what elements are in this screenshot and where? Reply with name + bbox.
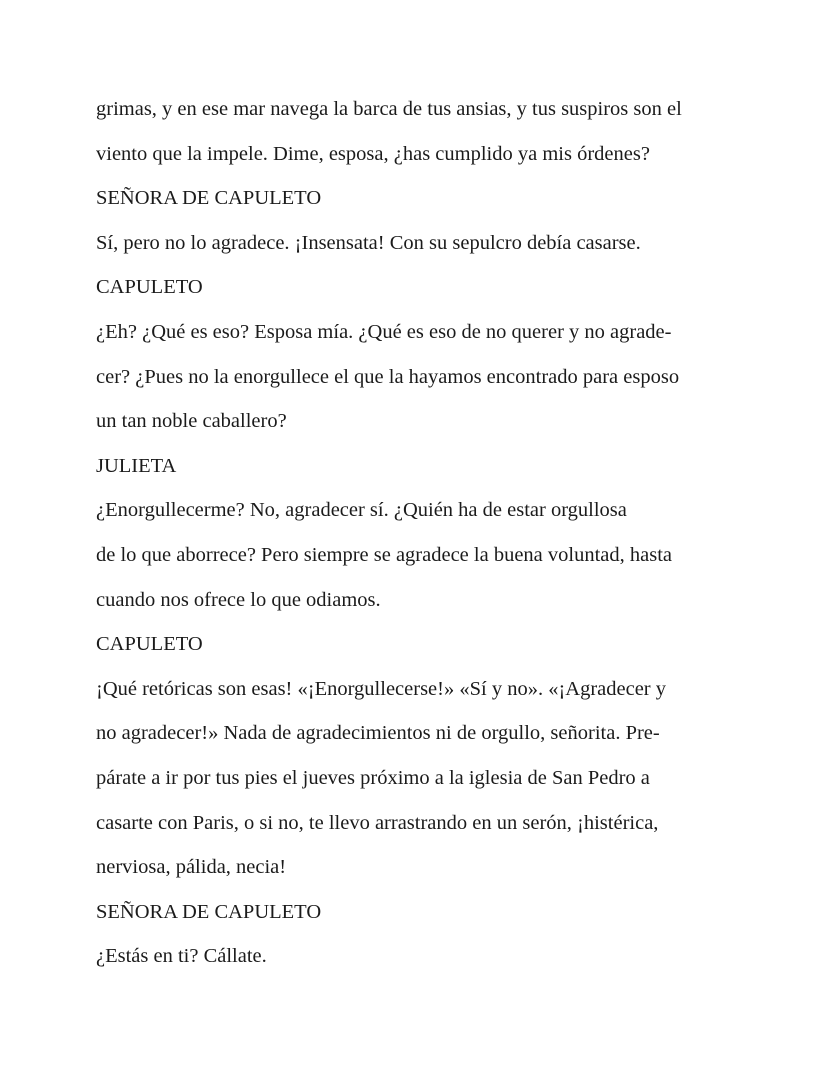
dialogue-line: no agradecer!» Nada de agradecimientos ni de orgullo, señorita. Pre- bbox=[96, 722, 660, 745]
speaker-heading: CAPULETO bbox=[96, 276, 203, 299]
dialogue-line: párate a ir por tus pies el jueves próximo a la iglesia de San Pedro a bbox=[96, 766, 650, 789]
dialogue-line: cer? ¿Pues no la enorgullece el que la hayamos encontrado para esposo bbox=[96, 365, 680, 388]
speaker-heading: CAPULETO bbox=[96, 633, 203, 656]
dialogue-line: de lo que aborrece? Pero siempre se agradece la buena voluntad, hasta bbox=[96, 543, 673, 566]
dialogue-line: viento que la impele. Dime, esposa, ¿has cumplido ya mis órdenes? bbox=[96, 142, 650, 165]
dialogue-line: ¿Eh? ¿Qué es eso? Esposa mía. ¿Qué es eso de no querer y no agrade- bbox=[96, 320, 672, 343]
document-page bbox=[96, 87, 736, 979]
dialogue-line: cuando nos ofrece lo que odiamos. bbox=[96, 588, 381, 611]
dialogue-line: ¿Enorgullecerme? No, agradecer sí. ¿Quién ha de estar orgullosa bbox=[96, 499, 627, 522]
speaker-heading: SEÑORA DE CAPULETO bbox=[96, 187, 322, 210]
dialogue-line: casarte con Paris, o si no, te llevo arrastrando en un serón, ¡histérica, bbox=[96, 811, 659, 834]
speaker-heading: SEÑORA DE CAPULETO bbox=[96, 900, 322, 923]
dialogue-line: ¿Estás en ti? Cállate. bbox=[96, 945, 267, 968]
dialogue-line: Sí, pero no lo agradece. ¡Insensata! Con su sepulcro debía casarse. bbox=[96, 231, 641, 254]
dialogue-line: grimas, y en ese mar navega la barca de tus ansias, y tus suspiros son el bbox=[96, 98, 682, 120]
dialogue-line: un tan noble caballero? bbox=[96, 410, 287, 433]
dialogue-line: ¡Qué retóricas son esas! «¡Enorgullecerse!» «Sí y no». «¡Agradecer y bbox=[96, 677, 667, 700]
speaker-heading: JULIETA bbox=[96, 454, 177, 477]
dialogue-line: nerviosa, pálida, necia! bbox=[96, 856, 287, 879]
